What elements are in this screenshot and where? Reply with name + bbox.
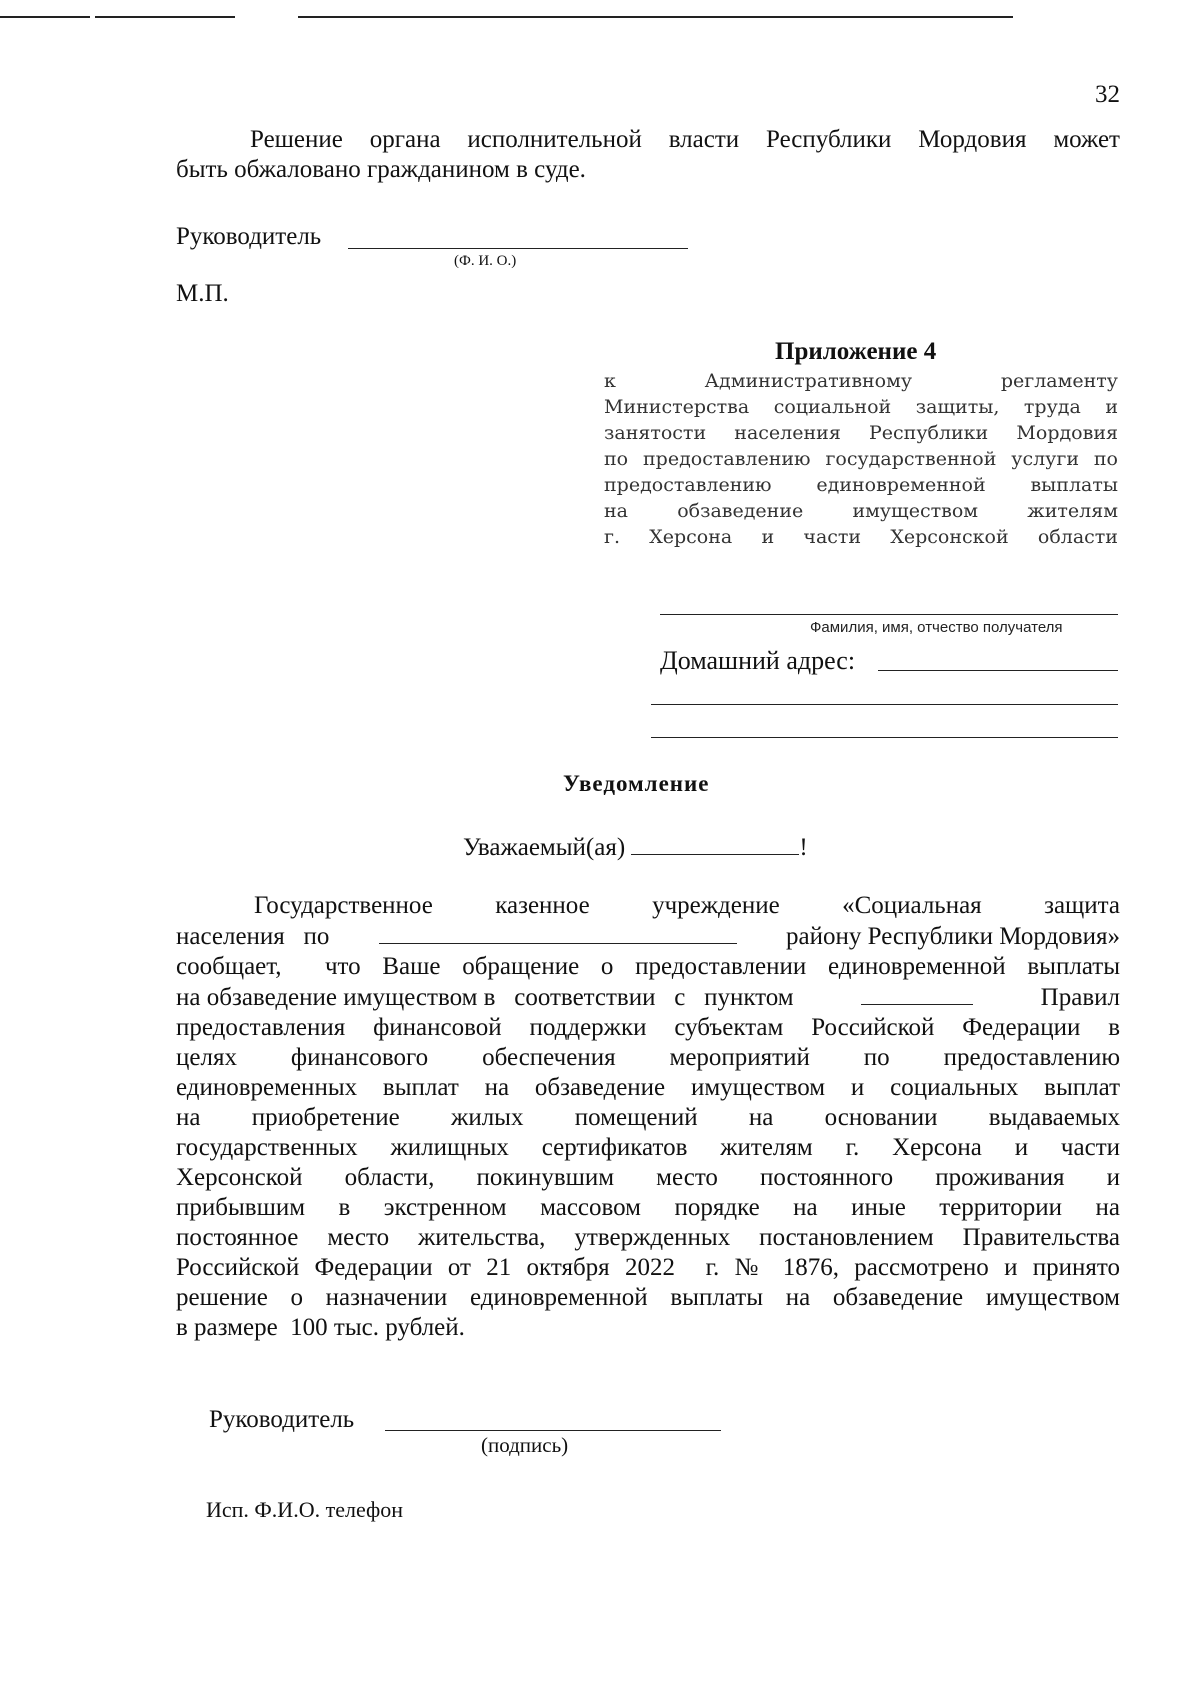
notice-body-line: Херсонской области, покинувшим место постоянного проживания и <box>176 1164 1120 1191</box>
appendix-word: услуги <box>1011 448 1079 470</box>
notice-body-line: государственных жилищных сертификатов жителям г. Херсона и части <box>176 1134 1120 1161</box>
scan-artifact-line <box>0 16 90 18</box>
appendix-line <box>604 368 1118 394</box>
notice-body-line: прибывшим в экстренном массовом порядке на иные территории на <box>176 1194 1120 1221</box>
greeting <box>463 832 808 863</box>
notice-line-2 <box>176 921 1120 952</box>
scan-artifact-line <box>298 16 1013 18</box>
fio-caption: (Ф. И. О.) <box>454 253 517 269</box>
appendix-line <box>604 524 1118 550</box>
appendix-line <box>604 394 1118 420</box>
notice-body-line: Российской Федерации от 21 октября 2022 г. № 1876, рассмотрено и принято <box>176 1254 1120 1281</box>
mp-label: М.П. <box>176 280 229 307</box>
appendix-word: Херсонской <box>890 526 1009 548</box>
appendix-word: к <box>604 370 616 392</box>
appendix-word: Херсона <box>649 526 733 548</box>
appendix-word: по <box>1093 448 1118 470</box>
notice-word: «Социальная <box>842 892 982 919</box>
page-number: 32 <box>1095 81 1120 108</box>
appendix-lines <box>604 368 1118 550</box>
appendix-word: Административному <box>704 370 913 392</box>
notice-line-2-start: населения по <box>176 923 330 950</box>
appendix-word: Республики <box>869 422 989 444</box>
head-label: Руководитель <box>176 223 322 250</box>
notice-line-3: сообщает, что Ваше обращение о предоставлении единовременной выплаты <box>176 953 1120 980</box>
appendix-word: на <box>604 500 628 522</box>
address-label: Домашний адрес: <box>660 646 856 675</box>
notice-line-2-end: району Республики Мордовия» <box>786 923 1120 950</box>
bottom-head-label: Руководитель <box>209 1406 355 1433</box>
appendix-word: государственной <box>825 448 997 470</box>
notice-title: Уведомление <box>563 771 710 796</box>
notice-body-line: целях финансового обеспечения мероприятий по предоставлению <box>176 1044 1120 1071</box>
notice-body-line: решение о назначении единовременной выплаты на обзаведение имуществом <box>176 1284 1120 1311</box>
appendix-line <box>604 472 1118 498</box>
appendix-word: защиты, <box>915 396 1000 418</box>
signature-caption: (подпись) <box>481 1433 569 1457</box>
appendix-line <box>604 446 1118 472</box>
appendix-word: Мордовия <box>1016 422 1118 444</box>
notice-body <box>176 891 1120 1343</box>
appendix-word: предоставлению <box>604 474 772 496</box>
notice-line-4-end: Правил <box>1040 984 1120 1011</box>
appendix-word: Министерства <box>604 396 750 418</box>
appendix-word: имуществом <box>852 500 979 522</box>
notice-body-line: постоянное место жительства, утвержденных постановлением Правительства <box>176 1224 1120 1251</box>
signature-line <box>385 1430 721 1431</box>
head-name-line <box>348 248 688 249</box>
notice-word: учреждение <box>652 892 780 919</box>
notice-word: Государственное <box>254 892 433 919</box>
notice-word: защита <box>1044 892 1120 919</box>
greeting-label: Уважаемый(ая) <box>463 834 626 861</box>
recipient-caption: Фамилия, имя, отчество получателя <box>810 619 1063 636</box>
notice-line-4-start: на обзаведение имуществом в соответствии с пунктом <box>176 984 794 1011</box>
notice-body-line: на приобретение жилых помещений на основании выдаваемых <box>176 1104 1120 1131</box>
notice-body-line: единовременных выплат на обзаведение имуществом и социальных выплат <box>176 1074 1120 1101</box>
executor-line: Исп. Ф.И.О. телефон <box>206 1497 404 1522</box>
appendix-title: Приложение 4 <box>775 338 937 365</box>
scan-artifact-line <box>95 16 235 18</box>
clause-blank <box>861 982 973 1005</box>
notice-line-4 <box>176 982 1120 1013</box>
address-line-1 <box>878 670 1118 671</box>
address-line-2 <box>651 704 1118 705</box>
appeal-line-2: быть обжаловано гражданином в суде. <box>176 156 586 183</box>
appendix-word: и <box>1105 396 1118 418</box>
appendix-reference <box>604 368 1118 550</box>
appendix-word: социальной <box>773 396 892 418</box>
notice-body-line: предоставления финансовой поддержки субъектам Российской Федерации в <box>176 1014 1120 1041</box>
greeting-exclamation: ! <box>799 834 808 861</box>
appendix-word: обзаведение <box>677 500 804 522</box>
appendix-word: по <box>604 448 629 470</box>
appendix-word: выплаты <box>1030 474 1118 496</box>
appendix-word: г. <box>604 526 620 548</box>
appendix-word: труда <box>1023 396 1081 418</box>
notice-word: казенное <box>495 892 590 919</box>
appendix-word: области <box>1037 526 1118 548</box>
appendix-word: и <box>761 526 775 548</box>
appendix-word: населения <box>734 422 841 444</box>
greeting-name-blank <box>631 832 799 855</box>
appeal-paragraph <box>176 125 1120 185</box>
recipient-name-line <box>660 614 1118 615</box>
notice-last-line: в размере 100 тыс. рублей. <box>176 1314 465 1341</box>
address-line-3 <box>651 737 1118 738</box>
appendix-word: части <box>803 526 862 548</box>
notice-line-1 <box>176 891 1120 921</box>
appendix-word: единовременной <box>816 474 986 496</box>
appeal-line-1: Решение органа исполнительной власти Республики Мордовия может <box>250 126 1120 153</box>
appendix-word: занятости <box>604 422 707 444</box>
appendix-word: регламенту <box>1000 370 1118 392</box>
district-blank <box>379 921 737 944</box>
appendix-line <box>604 420 1118 446</box>
appendix-word: предоставлению <box>643 448 811 470</box>
notice-body-lines <box>176 1013 1120 1313</box>
appendix-line <box>604 498 1118 524</box>
appendix-word: жителям <box>1027 500 1118 522</box>
